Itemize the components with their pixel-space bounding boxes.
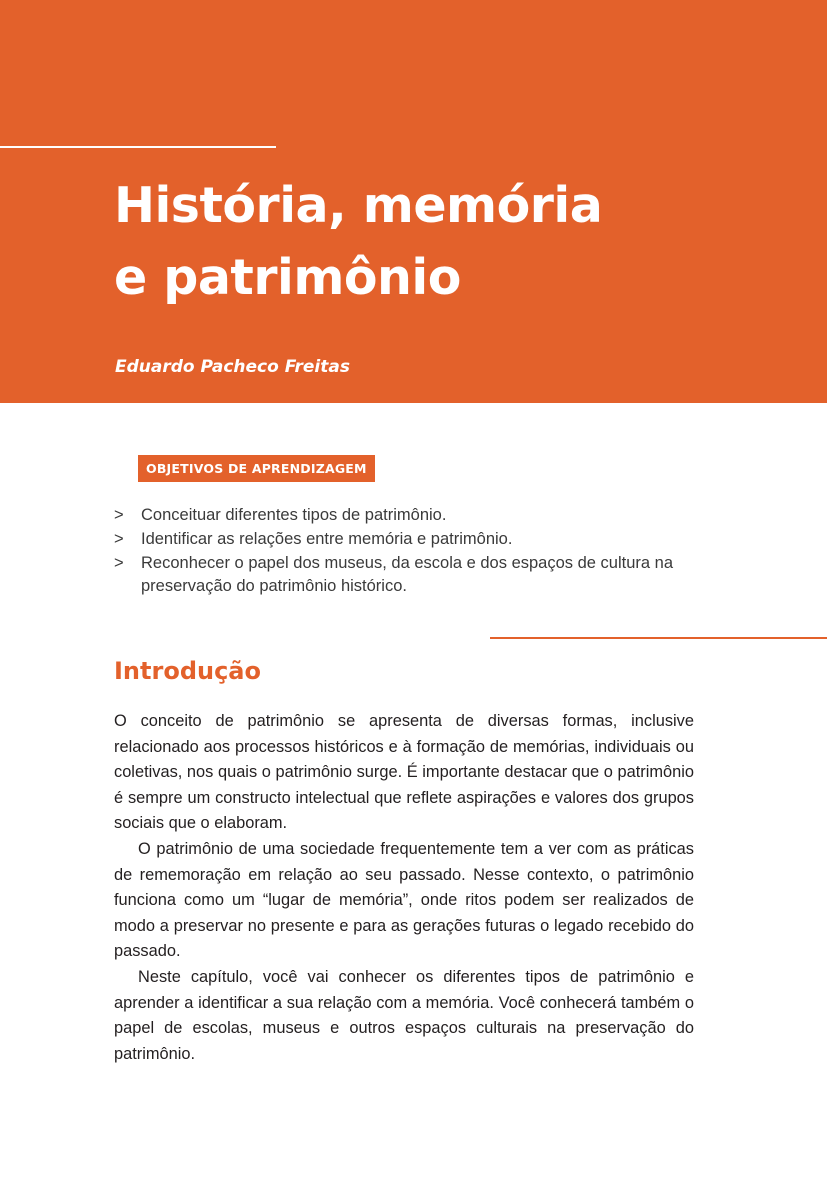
introduction-body	[114, 709, 694, 1067]
section-divider	[490, 637, 827, 639]
chevron-right-icon: >	[114, 506, 124, 524]
objective-text: Identificar as relações entre memória e patrimônio.	[141, 530, 513, 548]
author-name: Eduardo Pacheco Freitas	[115, 357, 350, 377]
body-paragraph: Neste capítulo, você vai conhecer os diferentes tipos de patrimônio e aprender a identificar a sua relação com a memória. Você conhecerá também o papel de escolas, museus e outros espaços culturais na preservação do patrimônio.	[114, 967, 694, 1063]
chapter-title-line: e patrimônio	[114, 249, 461, 306]
objective-item	[114, 552, 704, 598]
chevron-right-icon: >	[114, 554, 124, 572]
objective-item	[114, 504, 704, 527]
section-heading: Introdução	[114, 657, 261, 685]
body-paragraph: O patrimônio de uma sociedade frequentemente tem a ver com as práticas de rememoração em relação ao seu passado. Nesse contexto, o patrimônio funciona como um “lugar de memória”, onde ritos podem ser realizados de modo a preservar no presente e para as gerações futuras o legado recebido do passado.	[114, 839, 694, 961]
objective-text: Reconhecer o papel dos museus, da escola e dos espaços de cultura na preservação do patrimônio histórico.	[141, 554, 674, 595]
objective-text: Conceituar diferentes tipos de patrimônio.	[141, 506, 447, 524]
chapter-title	[114, 170, 764, 314]
objective-item	[114, 528, 704, 551]
banner-divider	[0, 146, 276, 148]
objectives-list	[114, 504, 704, 599]
chapter-title-line: História, memória	[114, 177, 603, 234]
chapter-banner	[0, 0, 827, 403]
objectives-label: OBJETIVOS DE APRENDIZAGEM	[138, 455, 375, 482]
body-paragraph: O conceito de patrimônio se apresenta de diversas formas, inclusive relacionado aos processos históricos e à formação de memórias, individuais ou coletivas, nos quais o patrimônio surge. É importante destacar que o patrimônio é sempre um constructo intelectual que reflete aspirações e valores dos grupos sociais que o elaboram.	[114, 712, 694, 833]
chevron-right-icon: >	[114, 530, 124, 548]
